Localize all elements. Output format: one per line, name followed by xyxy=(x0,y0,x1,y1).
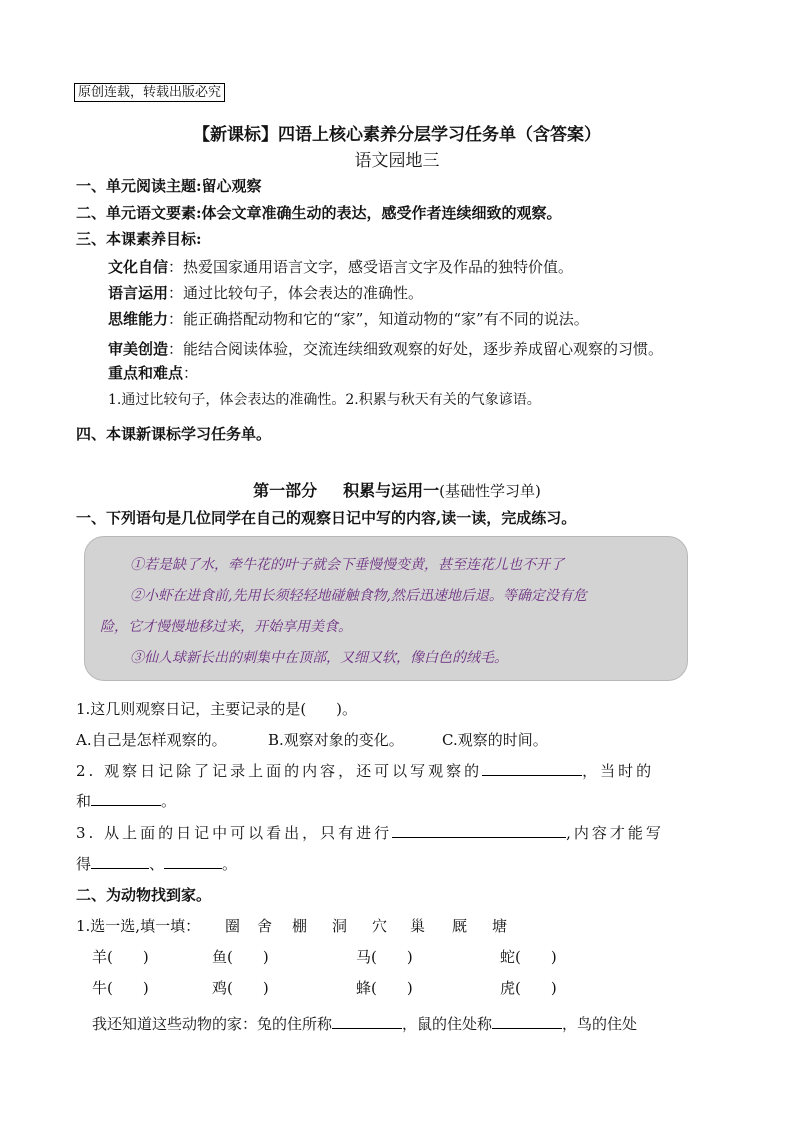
animal-item: 蛇( ) xyxy=(500,948,557,966)
copyright-stamp: 原创连载，转载出版必究 xyxy=(74,83,225,102)
answer-blank[interactable] xyxy=(482,760,582,776)
question-1-2-cont: 和 。 xyxy=(76,792,177,810)
answer-blank[interactable] xyxy=(332,1013,402,1029)
option-a: A.自己是怎样观察的。 xyxy=(76,731,227,749)
animal-item: 虎( ) xyxy=(500,979,557,997)
diary-sentence-3: ③仙人球新长出的刺集中在顶部，又细又软，像白色的绒毛。 xyxy=(130,650,508,666)
home-word: 舍 xyxy=(257,917,273,935)
goal-language: 语言运用：通过比较句子，体会表达的准确性。 xyxy=(108,284,424,302)
animal-item: 鱼( ) xyxy=(212,948,269,966)
animal-item: 羊( ) xyxy=(92,948,149,966)
home-word: 穴 xyxy=(372,917,388,935)
question-1-2: 2. 观察日记除了记录上面的内容，还可以写观察的 ，当时的 xyxy=(76,762,655,780)
diary-sentence-2-cont: 险，它才慢慢地移过来，开始享用美食。 xyxy=(100,619,352,635)
home-word: 厩 xyxy=(452,917,468,935)
section-language-element: 二、单元语文要素:体会文章准确生动的表达，感受作者连续细致的观察。 xyxy=(76,204,562,222)
home-word: 巢 xyxy=(410,917,426,935)
animal-item: 蜂( ) xyxy=(356,979,413,997)
diary-sentence-2: ②小虾在进食前,先用长须轻轻地碰触食物,然后迅速地后退。等确定没有危 xyxy=(130,588,587,604)
page-subtitle: 语文园地三 xyxy=(354,151,440,171)
home-word: 圈 xyxy=(225,917,241,935)
section-goals: 三、本课素养目标: xyxy=(76,230,202,248)
question-1-3-cont: 得 、 。 xyxy=(76,855,238,873)
answer-blank[interactable] xyxy=(392,822,566,838)
home-word: 塘 xyxy=(492,917,508,935)
part-heading: 第一部分 积累与运用一(基础性学习单) xyxy=(253,481,541,500)
page-title: 【新课标】四语上核心素养分层学习任务单（含答案） xyxy=(193,125,601,145)
diary-sentence-1: ①若是缺了水，牵牛花的叶子就会下垂慢慢变黄，甚至连花儿也不开了 xyxy=(130,557,564,573)
keypoints-label: 重点和难点： xyxy=(108,364,199,382)
question-1-3: 3. 从上面的日记中可以看出，只有进行 ,内容才能写 xyxy=(76,824,664,842)
animal-item: 牛( ) xyxy=(92,979,149,997)
animal-item: 鸡( ) xyxy=(212,979,269,997)
option-b: B.观察对象的变化。 xyxy=(268,731,404,749)
section-reading-theme: 一、单元阅读主题:留心观察 xyxy=(76,177,262,195)
question-2-heading: 二、为动物找到家。 xyxy=(76,886,212,904)
section-task-list: 四、本课新课标学习任务单。 xyxy=(76,425,272,443)
home-word: 棚 xyxy=(292,917,308,935)
answer-blank[interactable] xyxy=(164,853,222,869)
answer-blank[interactable] xyxy=(492,1013,562,1029)
question-1-1: 1.这几则观察日记，主要记录的是( )。 xyxy=(76,700,358,718)
option-c: C.观察的时间。 xyxy=(442,731,548,749)
goal-thinking: 思维能力：能正确搭配动物和它的“家”，知道动物的“家”有不同的说法。 xyxy=(108,310,589,328)
animal-item: 马( ) xyxy=(356,948,413,966)
home-word: 洞 xyxy=(332,917,348,935)
question-2-1: 1.选一选,填一填： xyxy=(76,917,201,935)
goal-culture: 文化自信：热爱国家通用语言文字，感受语言文字及作品的独特价值。 xyxy=(108,258,574,276)
question-1-heading: 一、下列语句是几位同学在自己的观察日记中写的内容,读一读，完成练习。 xyxy=(76,509,577,527)
answer-blank[interactable] xyxy=(91,790,161,806)
answer-blank[interactable] xyxy=(91,853,149,869)
animal-homes-extension: 我还知道这些动物的家：兔的住所称 ，鼠的住处称 ，鸟的住处 xyxy=(92,1015,638,1033)
keypoints-text: 1.通过比较句子，体会表达的准确性。2.积累与秋天有关的气象谚语。 xyxy=(108,392,541,408)
goal-aesthetic: 审美创造：能结合阅读体验，交流连续细致观察的好处，逐步养成留心观察的习惯。 xyxy=(108,340,664,358)
